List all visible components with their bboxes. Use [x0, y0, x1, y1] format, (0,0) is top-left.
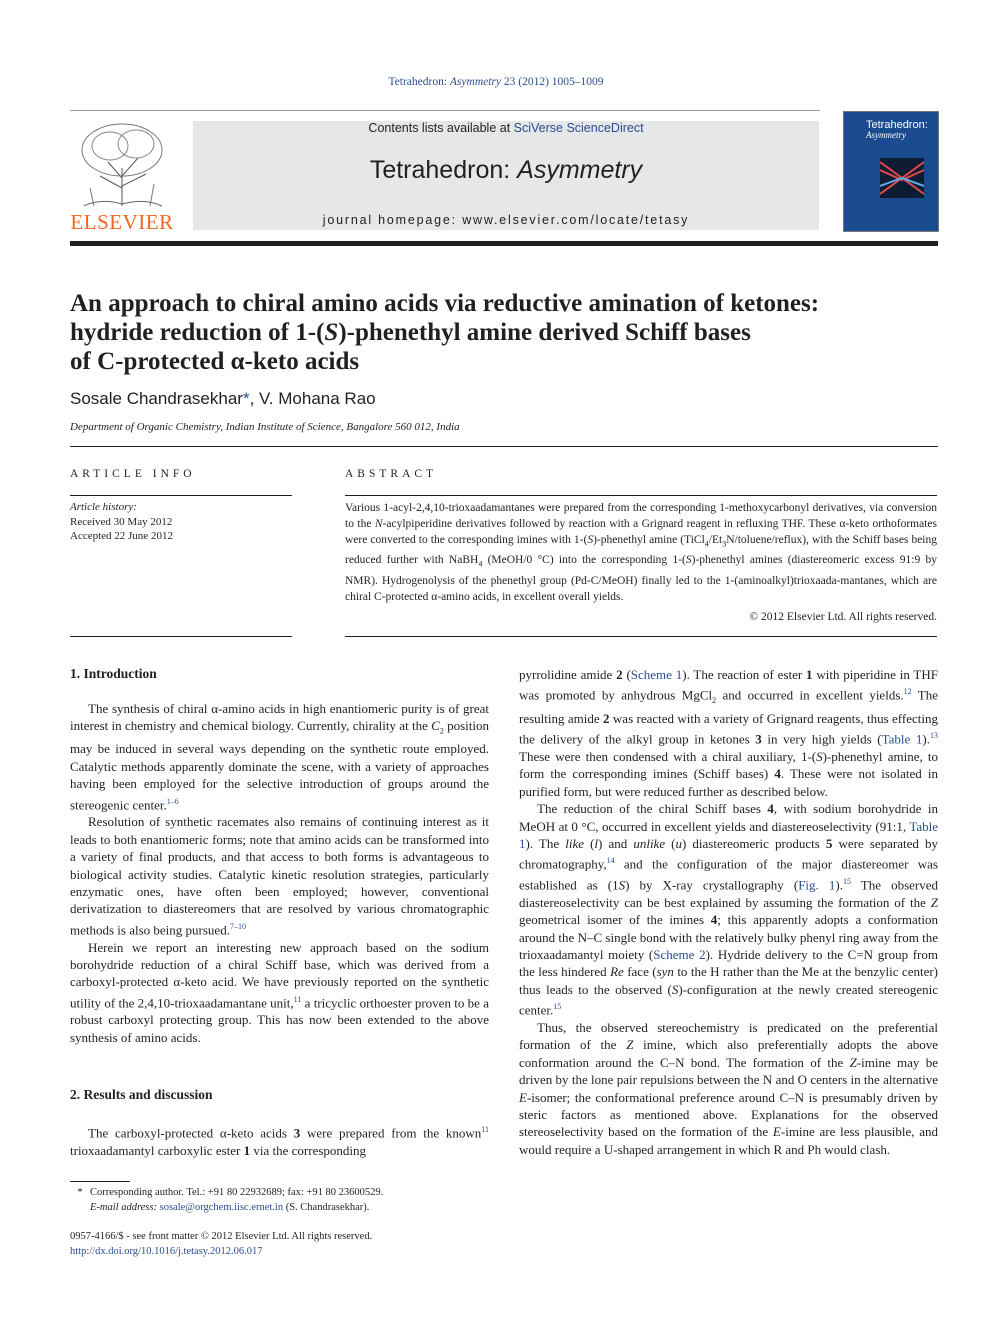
doi-link[interactable]: http://dx.doi.org/10.1016/j.tetasy.2012.06.017: [70, 1245, 263, 1257]
body-column-left-2: The carboxyl-protected α-keto acids 3 were prepared from the known$^{11}$ trioxaadamantyl carboxylic ester 1 via the corresponding: [70, 1125, 489, 1158]
divider: [345, 636, 937, 637]
front-matter: 0957-4166/$ - see front matter © 2012 Elsevier Ltd. All rights reserved. http://dx.doi.org/10.1016/j.tetasy.2012.06.017: [70, 1231, 373, 1257]
contents-line: Contents lists available at SciVerse ScienceDirect: [368, 121, 644, 135]
section-heading: 1. Introduction: [70, 666, 157, 681]
cover-graphic: [880, 158, 924, 198]
corresponding-author-mark[interactable]: *: [242, 389, 250, 408]
article-info-heading: ARTICLE INFO: [70, 468, 196, 480]
abstract-heading: ABSTRACT: [345, 468, 438, 480]
email-link[interactable]: sosale@orgchem.iisc.ernet.in: [159, 1201, 284, 1213]
elsevier-wordmark: ELSEVIER: [70, 210, 174, 234]
divider: [70, 446, 938, 447]
author-name[interactable]: V. Mohana Rao: [259, 389, 376, 408]
abstract-text: Various 1-acyl-2,4,10-trioxaadamantanes were prepared from the corresponding 1-methoxycarbonyl derivatives, via conversion to the N-acylpiperidine derivatives followed by reaction with a Grignard reagent in refluxing THF. These α-keto orthoformates were converted to the corresponding imines with 1-(S)-phenethyl amine $(TiCl_4/Et_3N/toluene/reflux)$, with the Schiff bases being reduced further with NaBH$_4$ (MeOH/0 °C) into the corresponding 1-(S)-phenethyl amines (diastereomeric excess 91:9 by NMR). Hydrogenolysis of the phenethyl group (Pd-C/MeOH) finally led to the 1-(aminoalkyl)trioxaada-mantanes, which are chiral C-protected α-amino acids, in excellent overall yields.: [345, 502, 937, 603]
divider: [345, 495, 937, 496]
footnote-rule: [70, 1181, 130, 1182]
header-thick-rule: [70, 241, 938, 246]
affiliation: Department of Organic Chemistry, Indian Institute of Science, Bangalore 560 012, India: [70, 421, 460, 433]
journal-citation[interactable]: Tetrahedron: Asymmetry 23 (2012) 1005–1009: [388, 76, 604, 88]
journal-cover-thumbnail: Tetrahedron: Asymmetry: [843, 111, 939, 232]
abstract-copyright: © 2012 Elsevier Ltd. All rights reserved.: [749, 611, 937, 623]
author-list: Sosale Chandrasekhar*, V. Mohana Rao: [70, 389, 376, 408]
homepage-link[interactable]: www.elsevier.com/locate/tetasy: [462, 213, 690, 227]
article-history: Article history: Received 30 May 2012 Accepted 22 June 2012: [70, 501, 173, 542]
journal-name: Tetrahedron: Asymmetry: [369, 156, 643, 184]
divider: [70, 636, 292, 637]
journal-homepage: journal homepage: www.elsevier.com/locate/tetasy: [322, 213, 690, 227]
sciencedirect-link[interactable]: SciVerse ScienceDirect: [513, 121, 644, 135]
body-column-left: The synthesis of chiral α-amino acids in high enantiomeric purity is of great interest in chemistry and chemical biology. Currently, chirality at the $C_2$ position may be induced in several ways depending on the synthetic route employed. Catalytic methods apparently dominate the scene, with a variety of approaches having been employed for the selective introduction of groups around the stereogenic center.$^{1-6}$ Resolution of synthetic racemates also remains of continuing interest as it leads to both enantiomeric forms; note that amino acids can be transformed into a variety of final products, and that access to both forms is advantageous to biological activity studies. Catalytic kinetic resolution strategies, particularly enzymatic ones, have often been employed; however, conventional derivatization to diastereomers that are resolved by various chromatographic methods is also being pursued.$^{7-10}$ Herein we report an interesting new approach based on the sodium borohydride reduction of a chiral Schiff base, which was derived from a carboxyl-protected α-keto acid. We have previously reported on the synthetic utility of the 2,4,10-trioxaadamantane unit,$^{11}$ a tricyclic orthoester proven to be a robust carboxyl protecting group. This has now been extended to the above synthesis of amino acids.: [70, 701, 489, 1045]
header-rule: [70, 110, 820, 111]
footnotes: * Corresponding author. Tel.: +91 80 22932689; fax: +91 80 23600529. E-mail address: sosale@orgchem.iisc.ernet.in (S. Chandrasekhar).: [77, 1187, 384, 1213]
section-heading: 2. Results and discussion: [70, 1087, 213, 1102]
author-name[interactable]: Sosale Chandrasekhar: [70, 389, 243, 408]
body-column-right: pyrrolidine amide 2 (Scheme 1). The reaction of ester 1 with piperidine in THF was promoted by anhydrous MgCl$_2$ and occurred in excellent yields.$^{12}$ The resulting amide 2 was reacted with a variety of Grignard reagents, thus effecting the delivery of the alkyl group in ketones 3 in very high yields (Table 1).$^{13}$ These were then condensed with a chiral auxiliary, 1-(S)-phenethyl amine, to form the corresponding imines (Schiff bases) 4. These were not isolated in purified form, but were reduced further as described below. The reduction of the chiral Schiff bases 4, with sodium borohydride in MeOH at 0 °C, occurred in excellent yields and diastereoselectivity (91:1, Table 1). The like (l) and unlike (u) diastereomeric products 5 were separated by chromatography,$^{14}$ and the configuration of the major diastereomer was established as (1S) by X-ray crystallography (Fig. 1).$^{15}$ The observed diastereoselectivity can be best explained by assuming the formation of the Z geometrical isomer of the imines 4; this apparently adopts a conformation around the N–C single bond with the relatively bulky phenyl ring away from the trioxaadamantyl moiety (Scheme 2). Hydride delivery to the C=N group from the less hindered Re face (syn to the H rather than the Me at the benzylic center) thus leads to the observed (S)-configuration at the newly created stereogenic center.$^{15}$ Thus, the observed stereochemistry is predicated on the preferential formation of the Z imine, which also preferentially adopts the above conformation around the C–N bond. The formation of the Z-imine may be driven by the lone pair repulsions between the N and O centers in the alternative E-isomer; the conformational preference around C–N is presumably driven by steric factors as mentioned above. Explanations for the observed stereoselectivity based on the formation of the E-imine are less plausible, and would require a U-shaped arrangement in which R and Ph would clash.: [519, 667, 939, 1157]
article-title: An approach to chiral amino acids via reductive amination of ketones: hydride reduction of 1-(S)-phenethyl amine derived Schiff bases of C-protected α-keto acids: [70, 290, 820, 375]
divider: [70, 495, 292, 496]
